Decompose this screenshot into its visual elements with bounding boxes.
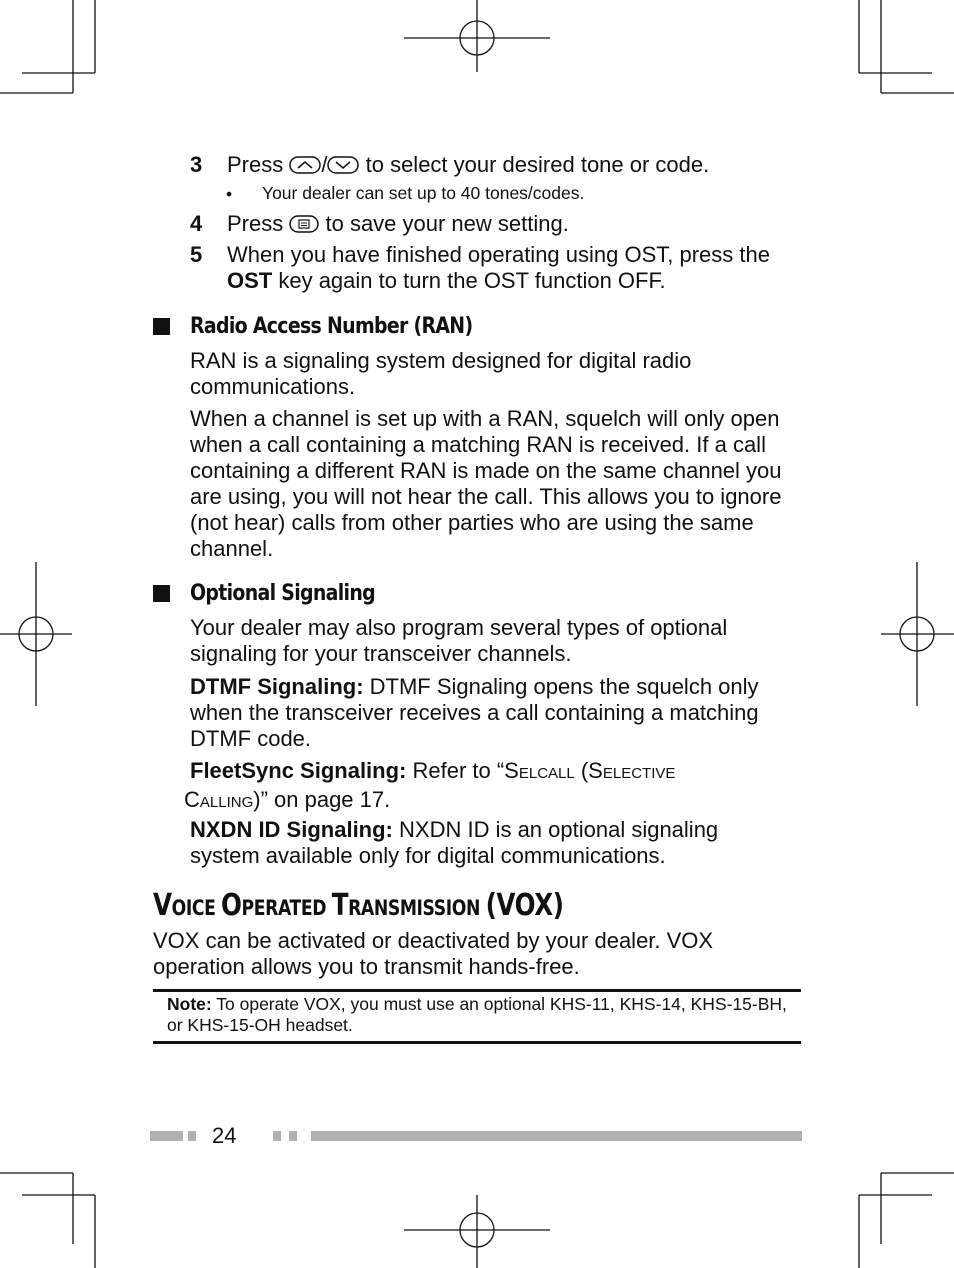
step-5-bold: OST (227, 268, 273, 293)
ran-heading: Radio Access Number (RAN) (190, 314, 473, 339)
nxdn-paragraph (190, 817, 790, 869)
step-4-text (227, 211, 569, 239)
dtmf-label: DTMF Signaling: (190, 674, 364, 699)
fleetsync-sc-1: ELCALL (518, 765, 575, 782)
footer-bar-left-small (188, 1131, 196, 1141)
note-label: Note: (167, 994, 212, 1014)
dtmf-text: DTMF Signaling opens the squelch only when the transceiver receives a call containing a matching DTMF code. (190, 674, 759, 751)
step-4-number: 4 (190, 211, 203, 236)
step-5-line2: key again to turn the OST function OFF. (272, 268, 666, 293)
note-text (167, 994, 797, 1036)
vox-title (153, 889, 564, 925)
nxdn-label: NXDN ID Signaling: (190, 817, 393, 842)
optional-signaling-heading: Optional Signaling (190, 581, 375, 606)
fleetsync-paragraph (184, 758, 750, 816)
step-5-line1: When you have finished operating using OST, press the (227, 242, 770, 267)
bullet-icon: • (226, 184, 233, 204)
fleetsync-label: FleetSync Signaling: (190, 758, 407, 783)
vox-paragraph: VOX can be activated or deactivated by your dealer. VOX operation allows you to transmit hands-free. (153, 928, 714, 979)
step-4-after: to save your new setting. (325, 211, 569, 236)
step-5-text (227, 242, 807, 294)
note-body: To operate VOX, you must use an optional KHS-11, KHS-14, KHS-15-BH, or KHS-15-OH headset. (167, 994, 787, 1035)
section-bullet-icon (153, 318, 170, 335)
step-3-text (227, 152, 709, 180)
fleetsync-text-c: C (184, 787, 200, 812)
dtmf-paragraph (190, 674, 802, 752)
ran-paragraph-2: When a channel is set up with a RAN, squelch will only open when a call containing a matching RAN is received. If a call containing a different RAN is made on the same channel you are using, you will not hear the call. This allows you to ignore (not hear) calls from other parties who are using the same channel. (190, 406, 782, 561)
vox-title-part: O (221, 888, 242, 923)
fleetsync-sc-2: ELECTIVE (602, 765, 676, 782)
vox-title-part: (VOX) (485, 888, 564, 923)
section-bullet-icon (153, 585, 170, 602)
vox-title-part: T (331, 888, 349, 923)
vox-title-part: PERATED (241, 896, 332, 920)
step-3-bullet: Your dealer can set up to 40 tones/codes. (262, 183, 585, 203)
footer-bar-dot-2 (289, 1131, 297, 1141)
menu-key-icon (289, 213, 319, 239)
optional-paragraph-1: Your dealer may also program several types of optional signaling for your transceiver channels. (190, 615, 728, 666)
fleetsync-text-d: )” on page 17. (253, 787, 391, 812)
fleetsync-sc-3: ALLING (199, 794, 254, 811)
up-arrow-key-icon (289, 154, 321, 180)
page-number: 24 (212, 1123, 237, 1148)
step-4-before: Press (227, 211, 290, 236)
vox-title-part: OICE (171, 896, 222, 920)
nxdn-text: NXDN ID is an optional signaling system available only for digital communications. (190, 817, 719, 868)
fleetsync-text-b: (S (574, 758, 603, 783)
step-3-after: to select your desired tone or code. (365, 152, 710, 177)
footer-bar-left (150, 1131, 183, 1141)
fleetsync-text-a: Refer to “S (406, 758, 519, 783)
footer-bar-right (311, 1131, 802, 1141)
vox-title-part: V (153, 888, 172, 923)
footer-bar-dot-1 (273, 1131, 281, 1141)
step-3-number: 3 (190, 152, 203, 177)
step-3-before: Press (227, 152, 290, 177)
ran-paragraph-1: RAN is a signaling system designed for digital radio communications. (190, 348, 692, 399)
key-slash: / (321, 152, 328, 177)
step-5-number: 5 (190, 242, 203, 267)
down-arrow-key-icon (327, 154, 359, 180)
vox-title-part: RANSMISSION (348, 896, 486, 920)
